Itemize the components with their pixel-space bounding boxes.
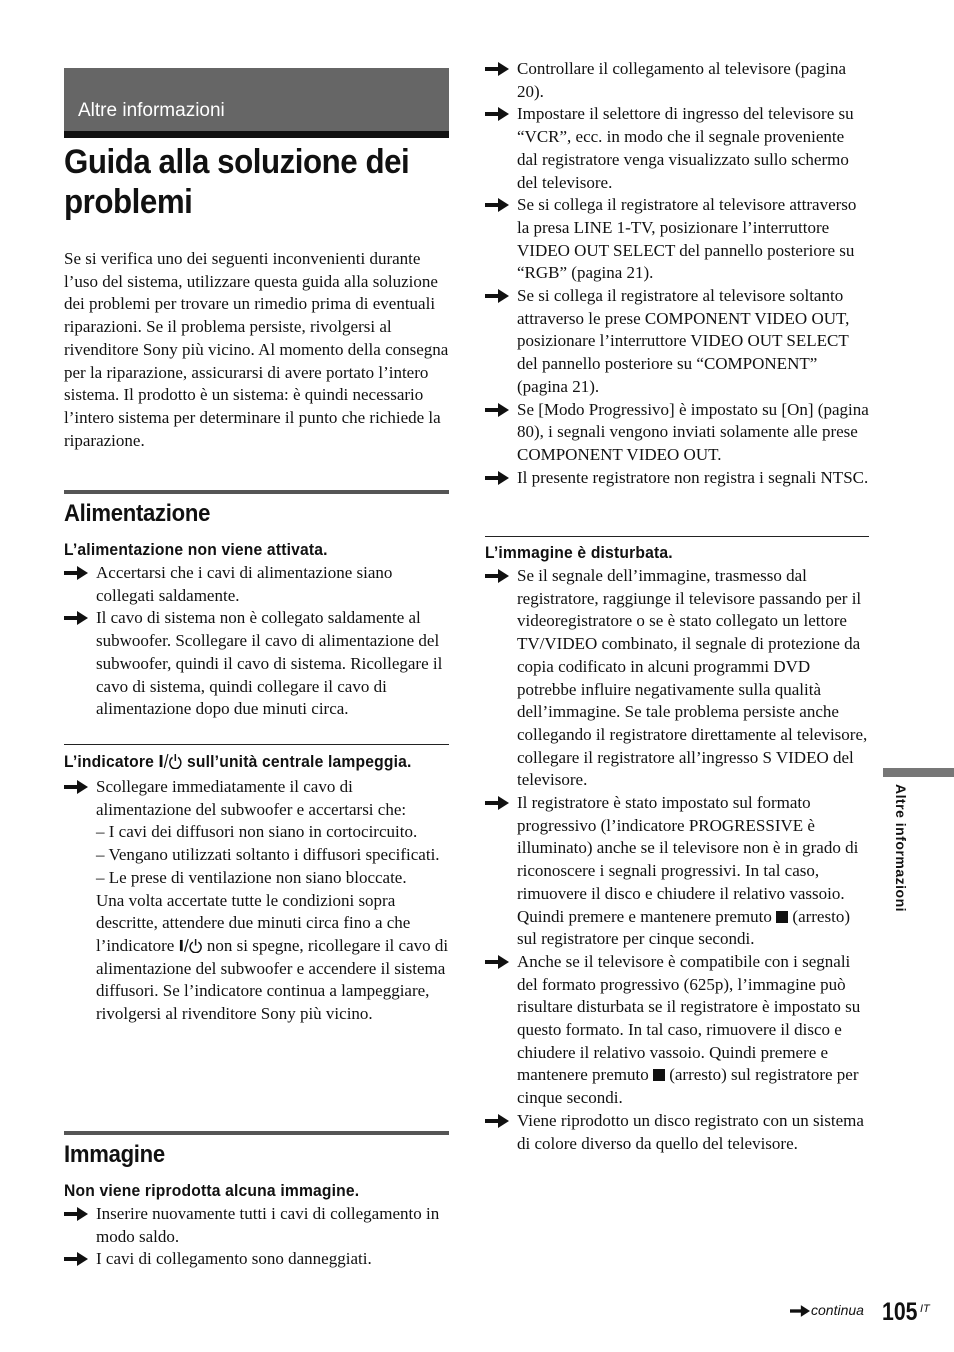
right-arrow-icon [64, 611, 88, 625]
power-standby-icon [179, 938, 203, 953]
section-header-bar [64, 68, 449, 138]
side-tab-label: Altre informazioni [893, 784, 909, 913]
list-item [485, 399, 869, 467]
alimentazione-q2-heading [64, 750, 447, 774]
right-arrow-icon [790, 1305, 810, 1317]
list-item [485, 565, 869, 792]
stop-icon [776, 911, 788, 923]
alimentazione-q1 [64, 538, 449, 721]
list-item-text: Il cavo di sistema non è collegato saldamente al subwoofer. Scollegare il cavo di alimentazione del subwoofer, quindi il cavo di sistema. Ricollegare il cavo di sistema, quindi collegare il cavo di alimentazione dopo due minuti circa. [96, 608, 443, 719]
list-item-text: Viene riprodotto un disco registrato con un sistema di colore diverso da quello del televisore. [517, 1110, 864, 1153]
list-item-text: Se [Modo Progressivo] è impostato su [On] (pagina 80), i segnali vengono inviati solamente alle prese COMPONENT VIDEO OUT. [517, 399, 869, 464]
right-arrow-icon [64, 780, 88, 794]
list-item-text: Il presente registratore non registra i segnali NTSC. [517, 467, 869, 487]
immagine-section [64, 1131, 449, 1169]
right-arrow-icon [485, 107, 509, 121]
list-item-text: Il registratore è stato impostato sul formato progressivo (l’indicatore PROGRESSIVE è illuminato) anche se il televisore non è in grado di riconoscere i segnali progressivi. In tal caso, rimuovere il disco e chiudere il relativo vassoio. Quindi premere e mantenere premuto [517, 793, 859, 926]
list-item [485, 792, 869, 951]
list-item-text: Se si collega il registratore al televisore attraverso la presa LINE 1-TV, posizionare l’interruttore VIDEO OUT SELECT del pannello posteriore su “RGB” (pagina 21). [517, 195, 857, 283]
list-item [485, 951, 869, 1110]
alimentazione-q2 [64, 744, 449, 1026]
power-standby-icon [159, 753, 183, 769]
right-arrow-icon [485, 62, 509, 76]
tail-text: non si spegne, ricollegare il cavo di alimentazione del subwoofer e accendere il sistema diffusori. Se l’indicatore continua a lampeggiare, rivolgersi al rivenditore Sony più vicino. [96, 935, 449, 1024]
continue-note [790, 1302, 864, 1318]
list-item-text: Accertarsi che i cavi di alimentazione siano collegati saldamente. [96, 563, 393, 605]
right-arrow-icon [64, 566, 88, 580]
list-item [485, 285, 869, 399]
list-item [64, 607, 449, 721]
immagine-q1-heading: Non viene riprodotta alcuna immagine. [64, 1181, 360, 1200]
immagine-q1-right [485, 58, 869, 489]
intro-paragraph: Se si verifica uno dei seguenti inconvenienti durante l’uso del sistema, utilizzare questa guida alla soluzione dei problemi per trovare un rimedio prima di eventuali riparazioni. Se il problema persiste, rivolgersi al rivenditore Sony più vicino. Al momento della consegna per la riparazione, assicurarsi di avere portato l’intero sistema. Il prodotto è un sistema: è quindi necessario l’intero sistema per determinare il punto che richiede la riparazione. [64, 249, 449, 450]
right-arrow-icon [485, 289, 509, 303]
right-arrow-icon [485, 403, 509, 417]
list-item [64, 562, 449, 607]
page-title-line1: Guida alla soluzione dei [64, 143, 410, 181]
page-suffix: IT [920, 1303, 930, 1315]
immagine-q1-left [64, 1179, 449, 1271]
dash-item: – Vengano utilizzati soltanto i diffusori specificati. [96, 845, 440, 865]
list-item [64, 1248, 449, 1271]
list-item [64, 776, 449, 1026]
list-item-text: I cavi di collegamento sono danneggiati. [96, 1249, 372, 1269]
immagine-q2-heading: L’immagine è disturbata. [485, 543, 673, 562]
right-arrow-icon [485, 1114, 509, 1128]
list-item-text: Anche se il televisore è compatibile con i segnali del formato progressivo (625p), l’immagine può risultare disturbata se il registratore è impostato su questo formato. In tal caso, rimuovere il disco e chiudere il relativo vassoio. Quindi premere e mantenere premuto [517, 951, 861, 1085]
list-item-text: Se si collega il registratore al televisore soltanto attraverso le prese COMPONENT VIDEO OUT, posizionare l’interruttore VIDEO OUT SELECT del pannello posteriore su “COMPONENT” (pagina 21). [517, 286, 850, 396]
list-item [64, 1203, 449, 1248]
side-tab-bar [883, 768, 954, 777]
stop-icon [653, 1069, 665, 1081]
divider [64, 744, 449, 745]
continue-label: continua [811, 1302, 864, 1318]
list-item [485, 58, 869, 103]
page-title [64, 142, 450, 222]
section-label: Altre informazioni [78, 100, 225, 121]
section-rule [64, 1131, 449, 1135]
list-item-text: Se il segnale dell’immagine, trasmesso dal registratore, raggiunge il televisore passando per il videoregistratore o se è stato collegato un lettore TV/VIDEO combinato, il segnale di protezione da copia codificato in alcuni programmi DVD potrebbe influire negativamente sulla qualità dell’immagine. Se tale problema persiste anche collegando il registratore direttamente al televisore, collegare il registratore all’ingresso S VIDEO del televisore. [517, 566, 868, 790]
list-item-text: Inserire nuovamente tutti i cavi di collegamento in modo saldo. [96, 1204, 440, 1246]
page-title-line2: problemi [64, 183, 193, 221]
list-item [485, 194, 869, 285]
immagine-q2 [485, 536, 869, 1155]
section-rule [64, 490, 449, 494]
divider [485, 536, 869, 537]
right-arrow-icon [485, 569, 509, 583]
heading-text: L’indicatore [64, 752, 154, 771]
list-item-tail [96, 890, 449, 1026]
dash-item: – Le prese di ventilazione non siano bloccate. [96, 867, 407, 887]
right-arrow-icon [485, 471, 509, 485]
alimentazione-section [64, 490, 449, 528]
right-arrow-icon [485, 198, 509, 212]
right-arrow-icon [485, 955, 509, 969]
right-arrow-icon [64, 1207, 88, 1221]
list-item-text: (arresto) sul registratore per cinque secondi. [517, 1065, 859, 1108]
right-arrow-icon [485, 796, 509, 810]
tail-text: Una volta accertate tutte le condizioni sopra descritte, attendere due minuti circa fino a che l’indicatore [96, 890, 411, 955]
alimentazione-heading: Alimentazione [64, 500, 211, 527]
list-item [485, 1110, 869, 1155]
list-item [485, 103, 869, 194]
alimentazione-q1-heading: L’alimentazione non viene attivata. [64, 540, 328, 559]
immagine-heading: Immagine [64, 1141, 165, 1168]
list-item-text: (arresto) sul registratore per cinque secondi. [517, 906, 850, 949]
list-item-text: Controllare il collegamento al televisore (pagina 20). [517, 59, 847, 101]
right-arrow-icon [64, 1252, 88, 1266]
list-item [485, 467, 869, 490]
dash-item: – I cavi dei diffusori non siano in cortocircuito. [96, 822, 418, 842]
list-item-text: Scollegare immediatamente il cavo di alimentazione del subwoofer e accertarsi che: [96, 777, 407, 819]
page-number: 105 [882, 1298, 918, 1326]
list-item-text: Impostare il selettore di ingresso del televisore su “VCR”, ecc. in modo che il segnale proveniente dal registratore venga visualizzato sullo schermo del televisore. [517, 104, 854, 192]
heading-text: sull’unità centrale lampeggia. [186, 752, 412, 771]
